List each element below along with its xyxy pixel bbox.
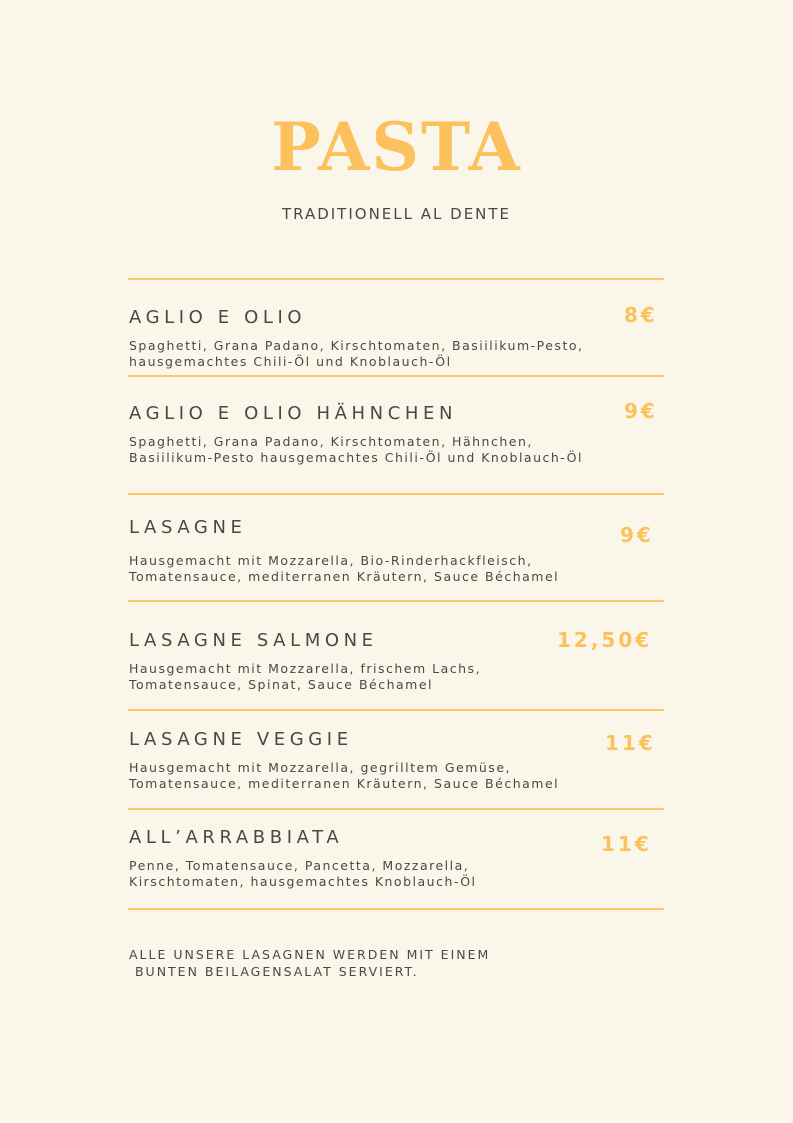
item-price: 9€ (620, 523, 654, 547)
footer-line: ALLE UNSERE LASAGNEN WERDEN MIT EINEM (129, 947, 491, 962)
menu-item-aglio-e-olio (129, 307, 665, 370)
item-price: 12,50€ (557, 628, 653, 652)
divider (128, 493, 664, 495)
divider (128, 278, 664, 280)
divider (128, 600, 664, 602)
item-name: LASAGNE (129, 517, 247, 538)
item-price: 9€ (624, 399, 658, 423)
divider (128, 908, 664, 910)
item-price: 11€ (601, 832, 652, 856)
menu-item-lasagne-veggie (129, 729, 665, 792)
menu-item-allarrabbiata (129, 827, 665, 890)
menu-item-lasagne (129, 517, 665, 585)
footer-line: BUNTEN BEILAGENSALAT SERVIERT. (129, 964, 419, 979)
item-description: Hausgemacht mit Mozzarella, Bio-Rinderhackfleisch, Tomatensauce, mediterranen Kräutern, Sauce Béchamel (129, 553, 560, 584)
item-description: Penne, Tomatensauce, Pancetta, Mozzarella, Kirschtomaten, hausgemachtes Knoblauch-Öl (129, 858, 477, 889)
item-price: 11€ (605, 731, 656, 755)
footer-note (129, 946, 649, 980)
item-name: ALL’ARRABBIATA (129, 827, 344, 848)
item-name: AGLIO E OLIO HÄHNCHEN (129, 403, 458, 424)
menu-subtitle: TRADITIONELL AL DENTE (281, 205, 512, 223)
item-description: Spaghetti, Grana Padano, Kirschtomaten, Basiilikum-Pesto, hausgemachtes Chili-Öl und Knoblauch-Öl (129, 338, 584, 369)
divider (128, 709, 664, 711)
item-name: LASAGNE VEGGIE (129, 729, 353, 750)
item-name: LASAGNE SALMONE (129, 630, 378, 651)
item-description: Hausgemacht mit Mozzarella, gegrilltem Gemüse, Tomatensauce, mediterranen Kräutern, Sauce Béchamel (129, 760, 560, 791)
item-description: Hausgemacht mit Mozzarella, frischem Lachs, Tomatensauce, Spinat, Sauce Béchamel (129, 661, 482, 692)
item-description: Spaghetti, Grana Padano, Kirschtomaten, Hähnchen, Basiilikum-Pesto hausgemachtes Chili-Öl und Knoblauch-Öl (129, 434, 583, 465)
item-name: AGLIO E OLIO (129, 307, 307, 328)
menu-item-aglio-e-olio-haehnchen (129, 403, 665, 466)
menu-title: PASTA (271, 108, 522, 186)
divider (128, 375, 664, 377)
divider (128, 808, 664, 810)
item-price: 8€ (624, 303, 658, 327)
